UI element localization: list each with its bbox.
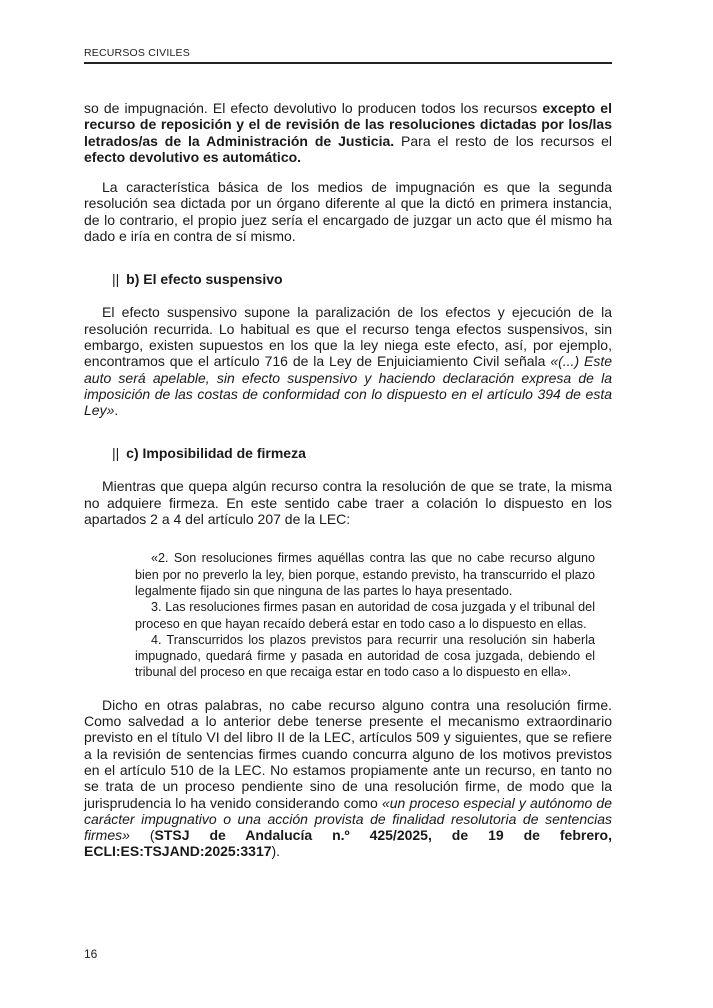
page-number: 16 <box>84 947 98 961</box>
heading-bars: || <box>112 445 120 462</box>
quote-paragraph: 3. Las resoluciones firmes pasan en autoridad de cosa juzgada y el tribunal del proceso en que hayan recaído deberá estar en todo caso a lo dispuesto en ellas. <box>135 600 595 631</box>
quote-paragraph: 4. Transcurridos los plazos previstos para recurrir una resolución sin haberla impugnado, quedará firme y pasada en autoridad de cosa juzgada, debiendo el tribunal del proceso en que recaiga estar en todo caso a lo dispuesto en ella». <box>135 632 595 680</box>
section-heading-finality: || c) Imposibilidad de firmeza <box>112 445 306 462</box>
paragraph-finality: Mientras que quepa algún recurso contra la resolución de que se trate, la misma no adquiere firmeza. En este sentido cabe traer a colación lo dispuesto en los apartados 2 a 4 del artículo 207 de la LEC: <box>84 478 612 528</box>
header-rule <box>84 62 612 64</box>
paragraph-devolutive-effect: so de impugnación. El efecto devolutivo lo producen todos los recursos excepto el recurso de reposición y el de revisión de las resoluciones dictadas por los/las letrados/as de la Administración de Justicia. Para el resto de los recursos el efecto devolutivo es automático. <box>84 100 612 165</box>
paragraph-suspensive-effect: El efecto suspensivo supone la paralización de los efectos y ejecución de la resolución recurrida. Lo habitual es que el recurso tenga efectos suspensivos, sin embargo, existen supuestos en los que la ley niega este efecto, así, por ejemplo, encontramos que el artículo 716 de la Ley de Enjuiciamiento Civil señala «(...) Este auto será apelable, sin efecto suspensivo y haciendo declaración expresa de la imposición de las costas de conformidad con lo dispuesto en el artículo 394 de esta Ley». <box>84 304 612 419</box>
page-body <box>84 100 612 860</box>
section-heading-suspensive-effect: || b) El efecto suspensivo <box>112 271 283 288</box>
running-header: RECURSOS CIVILES <box>84 47 190 59</box>
paragraph-basic-characteristic: La característica básica de los medios de impugnación es que la segunda resolución sea dictada por un órgano diferente al que la dictó en primera instancia, de lo contrario, el propio juez sería el encargado de juzgar un acto que él mismo ha dado e iría en contra de sí mismo. <box>84 179 612 245</box>
paragraph-revision-mechanism: Dicho en otras palabras, no cabe recurso alguno contra una resolución firme. Como salvedad a lo anterior debe tenerse presente el mecanismo extraordinario previsto en el título VI del libro II de la LEC, artículos 509 y siguientes, que se refiere a la revisión de sentencias firmes cuando concurra alguno de los motivos previstos en el artículo 510 de la LEC. No estamos propiamente ante un recurso, en tanto no se trata de un proceso pendiente sino de una resolución firme, de modo que la jurisprudencia lo ha venido considerando como «un proceso especial y autónomo de carácter impugnativo o una acción provista de finalidad resolutoria de sentencias firmes» (STSJ de Andalucía n.º 425/2025, de 19 de febrero, ECLI:ES:TSJAND:2025:3317). <box>84 696 612 860</box>
quote-paragraph: «2. Son resoluciones firmes aquéllas contra las que no cabe recurso alguno bien por no preverlo la ley, bien porque, estando previsto, ha transcurrido el plazo legalmente fijado sin que ninguna de las partes lo haya presentado. <box>135 551 595 598</box>
heading-bars: || <box>112 271 120 288</box>
legal-quote-block <box>135 550 595 680</box>
